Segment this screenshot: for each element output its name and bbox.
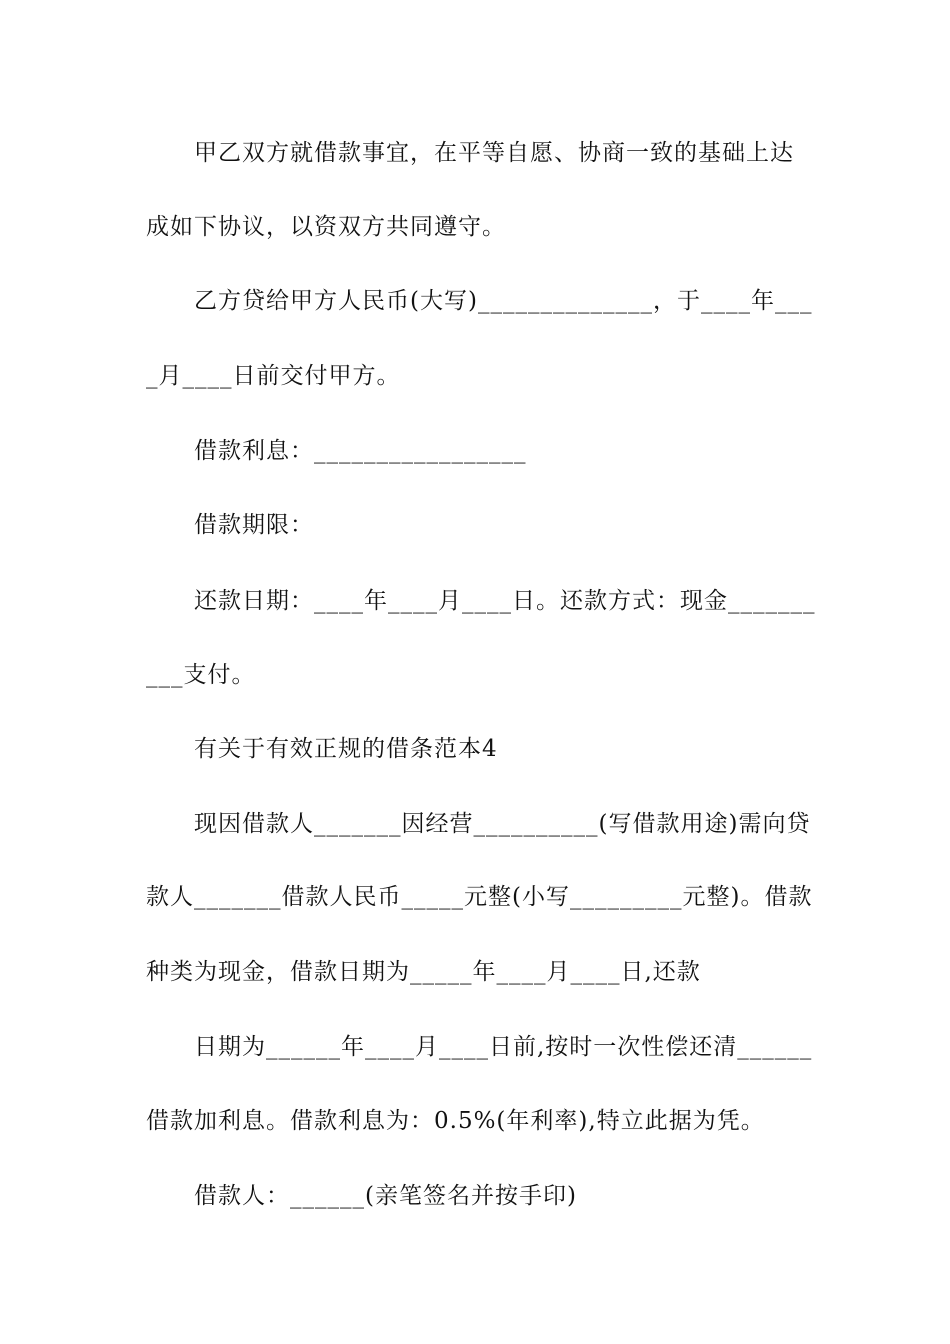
section-heading: 有关于有效正规的借条范本4 — [194, 736, 498, 762]
paragraph-line-agreement-intro: 甲乙双方就借款事宜，在平等自愿、协商一致的基础上达 — [194, 140, 794, 166]
field-repayment-date: 还款日期：____年____月____日。还款方式：现金_______ — [194, 588, 816, 614]
field-repayment-date-cont: ___支付。 — [146, 662, 256, 688]
paragraph-line-borrower-cont-1: 款人_______借款人民币_____元整(小写_________元整)。借款 — [146, 884, 813, 910]
paragraph-line-borrower-cont-2: 种类为现金，借款日期为_____年____月____日,还款 — [146, 959, 701, 985]
paragraph-line-agreement-intro-cont: 成如下协议，以资双方共同遵守。 — [146, 214, 506, 240]
field-borrower-signature: 借款人：______(亲笔签名并按手印) — [194, 1183, 577, 1209]
field-loan-term: 借款期限： — [194, 512, 314, 538]
paragraph-line-repayment-cont: 借款加利息。借款利息为：0.5%(年利率),特立此据为凭。 — [146, 1108, 765, 1134]
paragraph-line-borrower: 现因借款人_______因经营__________(写借款用途)需向贷 — [194, 811, 811, 837]
paragraph-line-loan-amount-cont: _月____日前交付甲方。 — [146, 363, 401, 389]
paragraph-line-repayment: 日期为______年____月____日前,按时一次性偿还清______ — [194, 1034, 813, 1060]
field-loan-interest: 借款利息：_________________ — [194, 438, 527, 464]
paragraph-line-loan-amount: 乙方贷给甲方人民币(大写)______________，于____年___ — [194, 288, 813, 314]
